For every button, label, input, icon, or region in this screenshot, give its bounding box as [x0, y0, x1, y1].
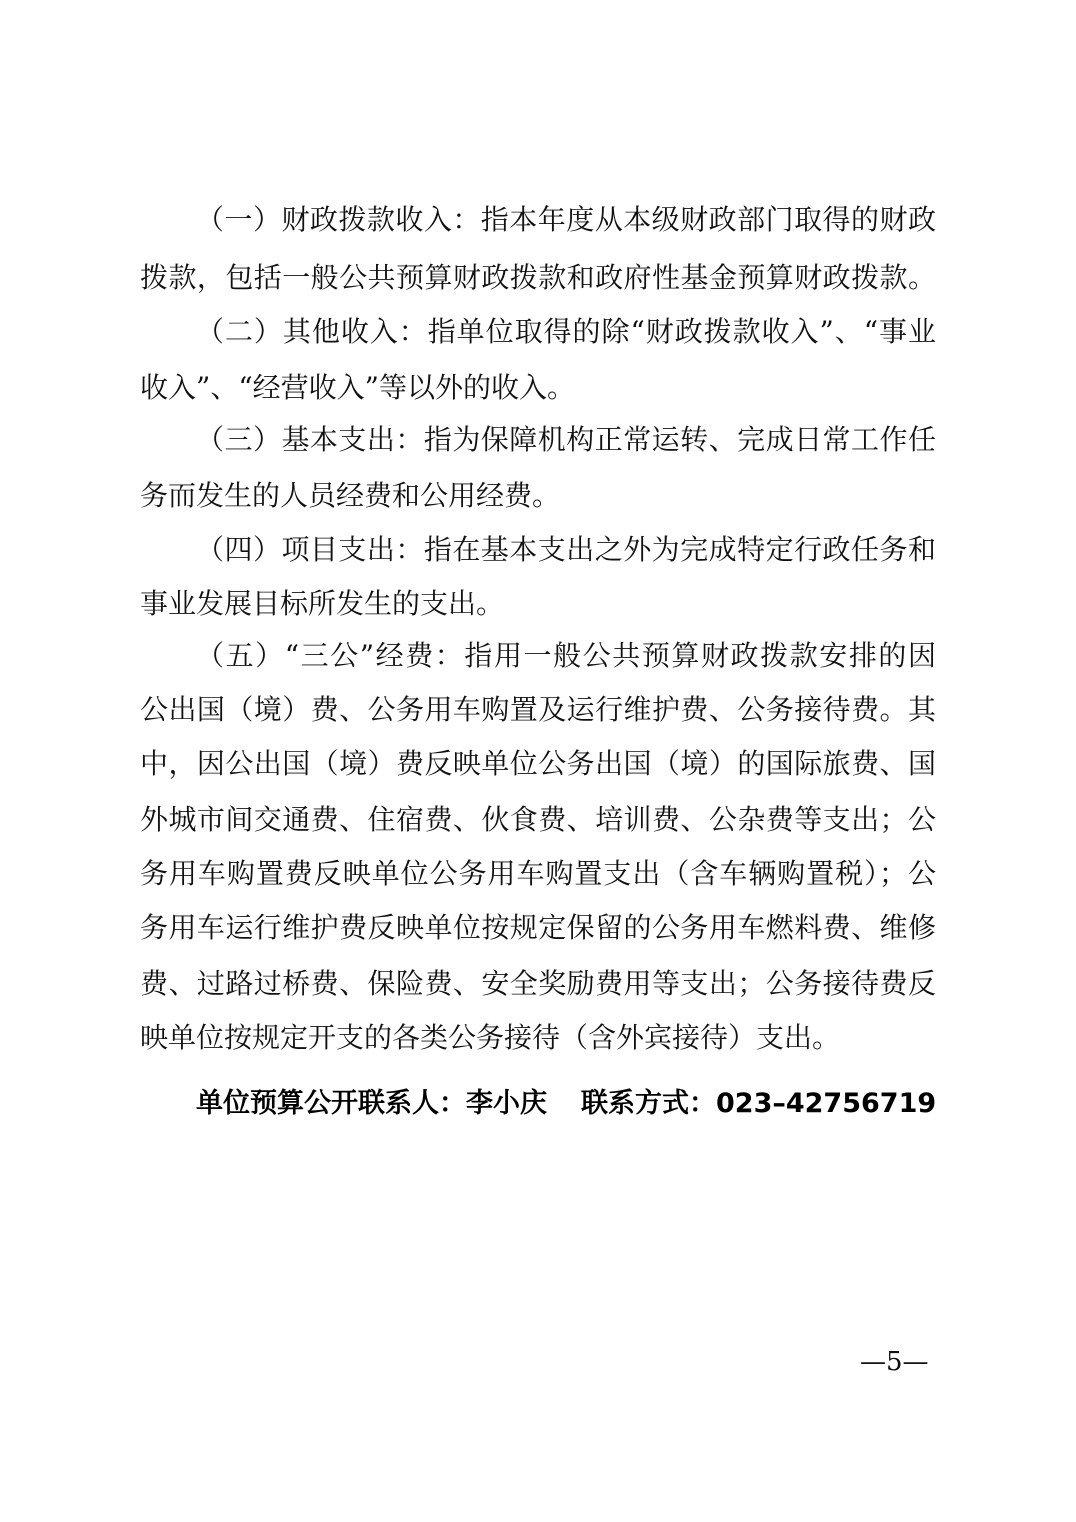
paragraph-4-line-1: （四）项目支出：指在基本支出之外为完成特定行政任务和 — [196, 533, 936, 566]
paragraph-5-line-5: 务用车购置费反映单位公务用车购置支出（含车辆购置税）；公 — [140, 857, 936, 890]
page-number: —5— — [860, 1347, 929, 1377]
contact-line — [196, 1084, 936, 1124]
paragraph-5-line-2: 公出国（境）费、公务用车购置及运行维护费、公务接待费。其 — [140, 693, 936, 726]
paragraph-5-line-7: 费、过路过桥费、保险费、安全奖励费用等支出；公务接待费反 — [140, 967, 936, 1000]
contact-method: 联系方式：023–42756719 — [581, 1088, 937, 1119]
paragraph-2-line-2: 收入”、“经营收入”等以外的收入。 — [140, 371, 575, 404]
paragraph-1-line-2: 拨款，包括一般公共预算财政拨款和政府性基金预算财政拨款。 — [140, 261, 936, 294]
paragraph-5-line-1: （五）“三公”经费：指用一般公共预算财政拨款安排的因 — [196, 639, 936, 672]
paragraph-2-line-1: （二）其他收入：指单位取得的除“财政拨款收入”、“事业 — [196, 315, 936, 348]
paragraph-4-line-2: 事业发展目标所发生的支出。 — [140, 587, 505, 620]
paragraph-3-line-2: 务而发生的人员经费和公用经费。 — [140, 479, 561, 512]
paragraph-1-line-1: （一）财政拨款收入：指本年度从本级财政部门取得的财政 — [196, 203, 936, 236]
paragraph-5-line-8: 映单位按规定开支的各类公务接待（含外宾接待）支出。 — [140, 1021, 841, 1054]
paragraph-3-line-1: （三）基本支出：指为保障机构正常运转、完成日常工作任 — [196, 423, 936, 456]
contact-person: 单位预算公开联系人：李小庆 — [196, 1088, 547, 1119]
paragraph-5-line-3: 中，因公出国（境）费反映单位公务出国（境）的国际旅费、国 — [140, 747, 936, 780]
paragraph-5-line-4: 外城市间交通费、住宿费、伙食费、培训费、公杂费等支出；公 — [140, 803, 936, 836]
paragraph-5-line-6: 务用车运行维护费反映单位按规定保留的公务用车燃料费、维修 — [140, 911, 936, 944]
